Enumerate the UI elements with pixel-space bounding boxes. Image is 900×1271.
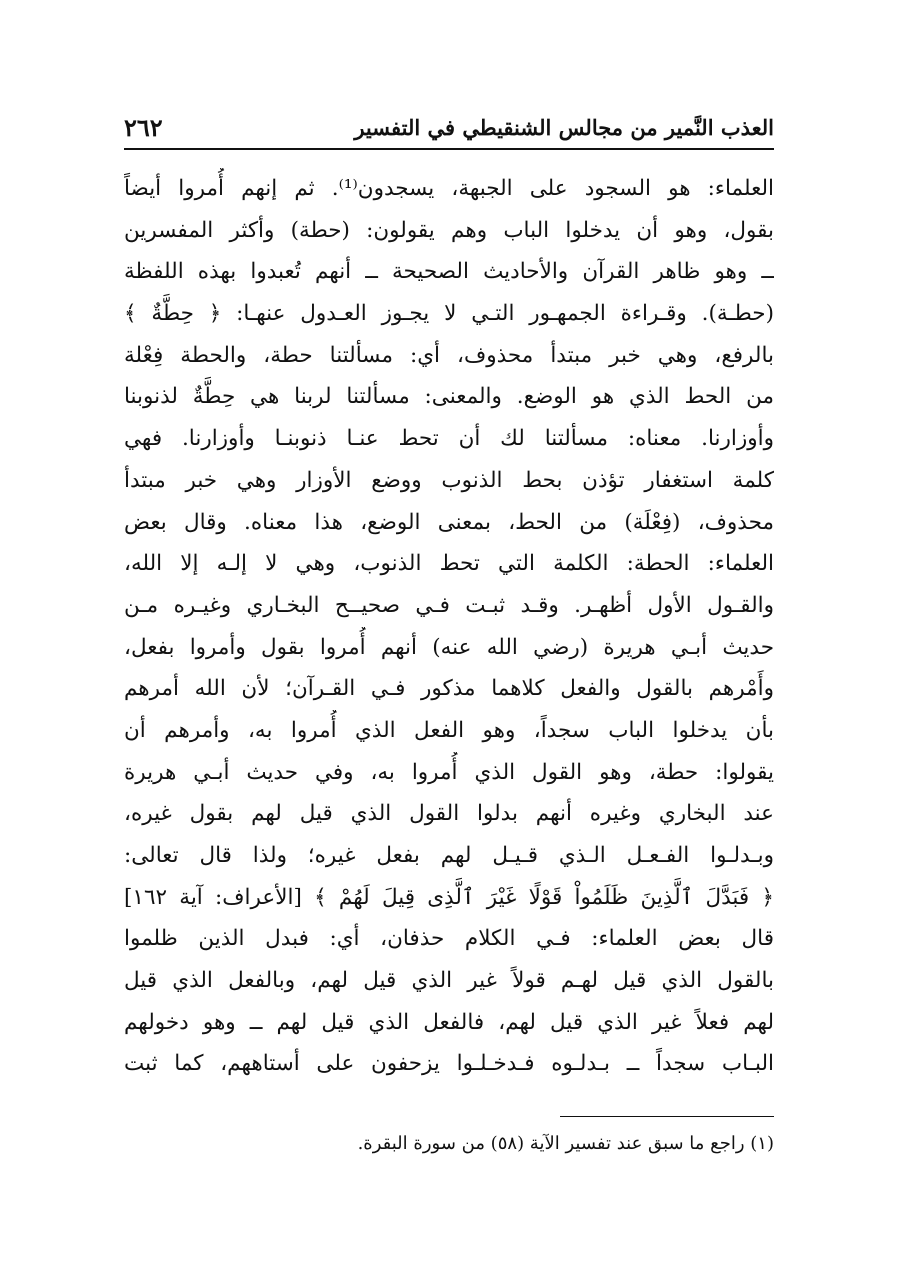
footnote-divider [560, 1116, 774, 1117]
text-line: والقـول الأول أظهـر. وقـد ثبـت فـي صحيــح البخـاري وغيـره مـن [124, 592, 774, 618]
text-line: وأَمْرهم بالقول والفعل كلاهما مذكور فـي القـرآن؛ لأن الله أمرهم [124, 676, 774, 702]
text-line: يقولوا: حطة، وهو القول الذي أُمروا به، وفي حديث أبـي هريرة [124, 759, 774, 785]
text-line: العلماء: هو السجود على الجبهة، يسجدون⁽¹⁾. ثم إنهم أُمروا أيضاً [124, 176, 774, 201]
text-line: عند البخاري وغيره أنهم بدلوا القول الذي قيل لهم بقول غيره، [124, 801, 774, 827]
text-line: العلماء: الحطة: الكلمة التي تحط الذنوب، وهي لا إلـه إلا الله، [124, 551, 774, 577]
text-line: (حطـة). وقـراءة الجمهـور التـي لا يجـوز العـدول عنهـا: ﴿ حِطَّةٌ ﴾ [124, 301, 774, 327]
text-line: بأن يدخلوا الباب سجداً، وهو الفعل الذي أُمروا به، وأمرهم أن [124, 717, 774, 743]
text-line: بقول، وهو أن يدخلوا الباب وهم يقولون: (حطة) وأكثر المفسرين [124, 217, 774, 243]
page-number: ٢٦٢ [124, 113, 163, 142]
text-line: محذوف، (فِعْلَة) من الحط، بمعنى الوضع، هذا معناه. وقال بعض [124, 509, 774, 535]
header-divider [124, 148, 774, 150]
running-title: العذب النَّمير من مجالس الشنقيطي في التفسير [354, 115, 774, 140]
text-line: بالرفع، وهي خبر مبتدأ محذوف، أي: مسألتنا حطة، والحطة فِعْلة [124, 342, 774, 368]
text-line: لهم فعلاً غير الذي قيل لهم، فالفعل الذي قيل لهم ــ وهو دخولهم [124, 1009, 774, 1035]
page-header [124, 112, 774, 142]
text-line: البـاب سجداً ــ بـدلـوه فـدخـلـوا يزحفون على أستاههم، كما ثبت [124, 1051, 774, 1077]
text-line: وأوزارنا. معناه: مسألتنا لك أن تحط عنـا ذنوبنـا وأوزارنا. فهي [124, 426, 774, 452]
text-line: ــ وهو ظاهر القرآن والأحاديث الصحيحة ــ أنهم تُعبدوا بهذه اللفظة [124, 259, 774, 285]
quran-verse-line: ﴿ فَبَدَّلَ ٱلَّذِينَ ظَلَمُواْ قَوْلًا غَيْرَ ٱلَّذِى قِيلَ لَهُمْ ﴾ [الأعراف: آية ١٦٢] [124, 884, 774, 910]
text-line: كلمة استغفار تؤذن بحط الذنوب ووضع الأوزار وهي خبر مبتدأ [124, 467, 774, 493]
text-line: قال بعض العلماء: فـي الكلام حذفان، أي: فبدل الذين ظلموا [124, 926, 774, 952]
text-line: بالقول الذي قيل لهـم قولاً غير الذي قيل لهم، وبالفعل الذي قيل [124, 968, 774, 994]
text-line: وبـدلـوا الفـعـل الـذي قـيـل لهم بفعل غيره؛ ولذا قال تعالى: [124, 843, 774, 868]
text-line: حديث أبـي هريرة (رضي الله عنه) أنهم أُمروا بقول وأمروا بفعل، [124, 634, 774, 660]
text-line: من الحط الذي هو الوضع. والمعنى: مسألتنا لربنا هي حِطَّةٌ لذنوبنا [124, 384, 774, 410]
footnote: (١) راجع ما سبق عند تفسير الآية (٥٨) من سورة البقرة. [357, 1133, 774, 1154]
body-text [124, 168, 774, 1085]
